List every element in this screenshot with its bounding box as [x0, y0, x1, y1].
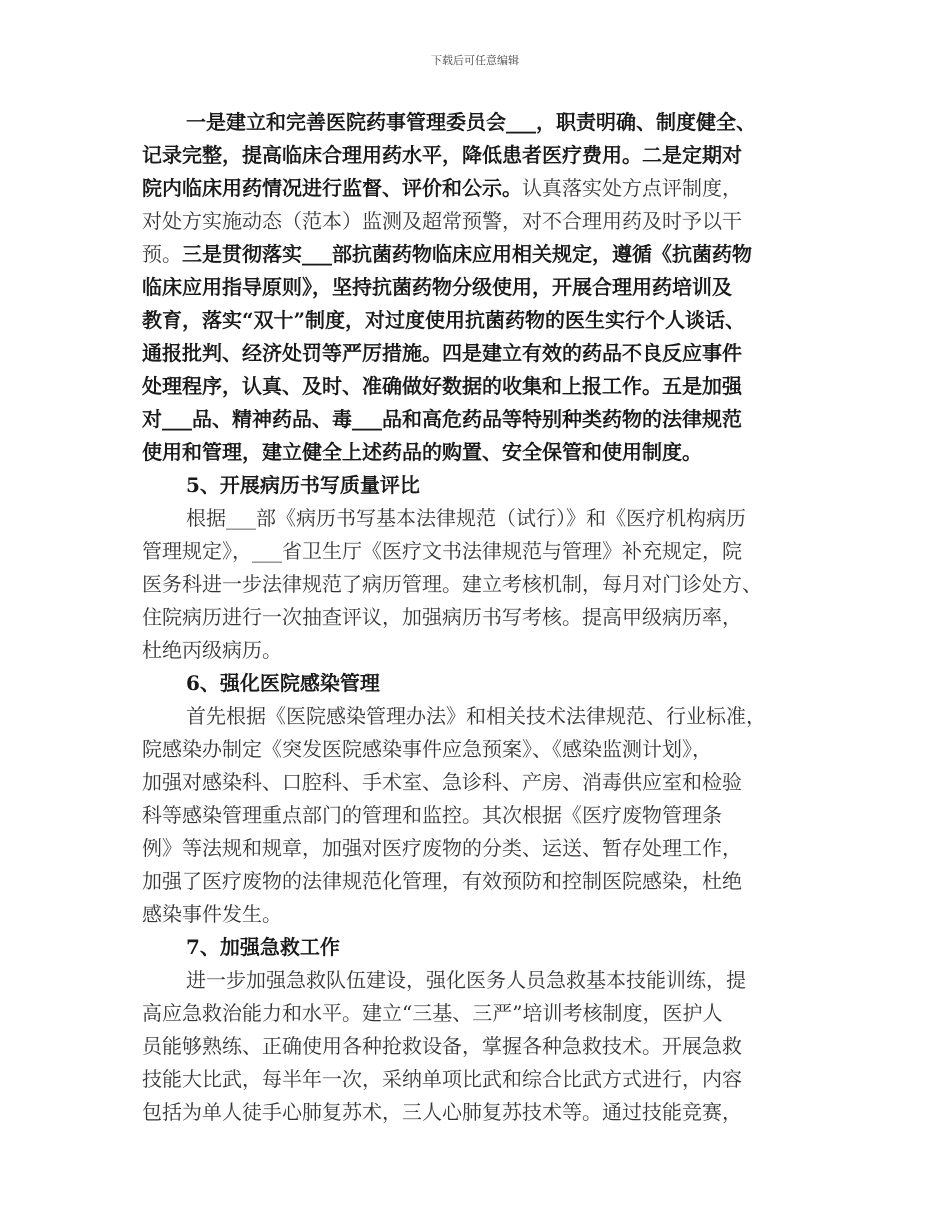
- text-line: 一是建立和完善医院药事管理委员会___，职责明确、制度健全、: [186, 110, 756, 134]
- section-emergency: [142, 931, 822, 1129]
- text-line: 感染事件发生。: [142, 902, 282, 926]
- text-line: 例》等法规和规章，加强对医疗废物的分类、运送、暂存处理工作，: [142, 836, 742, 860]
- text-line: 院感染办制定《突发医院感染事件应急预案》、《感染监测计划》，: [142, 737, 712, 761]
- section-heading: 5、开展病历书写质量评比: [186, 473, 420, 497]
- text-line: 记录完整，提高临床合理用药水平，降低患者医疗费用。二是定期对: [142, 143, 742, 167]
- text-line: 临床应用指导原则》，坚持抗菌药物分级使用，开展合理用药培训及: [142, 275, 732, 299]
- text-line: [142, 238, 822, 271]
- text-line: 对处方实施动态（范本）监测及超常预警，对不合理用药及时予以干: [142, 209, 742, 233]
- section-medical-records: [142, 469, 822, 667]
- text-line: 员能够熟练、正确使用各种抢救设备，掌握各种急救技术。开展急救: [142, 1034, 742, 1058]
- text-line: 加强对感染科、口腔科、手术室、急诊科、产房、消毒供应室和检验: [142, 770, 742, 794]
- text-span: 预。: [142, 242, 182, 266]
- text-line: 教育，落实“双十”制度，对过度使用抗菌药物的医生实行个人谈话、: [142, 308, 746, 332]
- text-span: 认真落实处方点评制度，: [522, 176, 742, 200]
- paragraph-pharmacy: [142, 106, 822, 469]
- text-span: 三是贯彻落实___部抗菌药物临床应用相关规定，遵循《抗菌药物: [182, 242, 752, 266]
- document-body: [142, 106, 822, 1129]
- text-line: [142, 172, 822, 205]
- text-line: 通报批判、经济处罚等严厉措施。四是建立有效的药品不良反应事件: [142, 341, 742, 365]
- section-infection-control: [142, 667, 822, 931]
- text-line: 住院病历进行一次抽查评议，加强病历书写考核。提高甲级病历率，: [142, 605, 742, 629]
- text-span: 院内临床用药情况进行监督、评价和公示。: [142, 176, 522, 200]
- page-header: 下载后可任意编辑: [431, 54, 519, 67]
- text-line: 首先根据《医院感染管理办法》和相关技术法律规范、行业标准，: [186, 704, 766, 728]
- text-line: 使用和管理，建立健全上述药品的购置、安全保管和使用制度。: [142, 440, 702, 464]
- text-line: 包括为单人徒手心肺复苏术，三人心肺复苏技术等。通过技能竞赛，: [142, 1100, 742, 1124]
- text-line: 科等感染管理重点部门的管理和监控。其次根据《医疗废物管理条: [142, 803, 722, 827]
- text-line: 技能大比武，每半年一次，采纳单项比武和综合比武方式进行，内容: [142, 1067, 742, 1091]
- text-line: 根据___部《病历书写基本法律规范（试行）》和《医疗机构病历: [186, 506, 746, 530]
- text-line: 处理程序，认真、及时、准确做好数据的收集和上报工作。五是加强: [142, 374, 742, 398]
- text-line: 杜绝丙级病历。: [142, 638, 282, 662]
- section-heading: 7、加强急救工作: [186, 935, 340, 959]
- text-line: 加强了医疗废物的法律规范化管理，有效预防和控制医院感染，杜绝: [142, 869, 742, 893]
- section-heading: 6、强化医院感染管理: [186, 671, 380, 695]
- text-line: 管理规定》，___省卫生厅《医疗文书法律规范与管理》补充规定，院: [142, 539, 742, 563]
- text-line: 进一步加强急救队伍建设，强化医务人员急救基本技能训练，提: [186, 968, 746, 992]
- text-line: 高应急救治能力和水平。建立“三基、三严”培训考核制度，医护人: [142, 1001, 723, 1025]
- text-line: 医务科进一步法律规范了病历管理。建立考核机制，每月对门诊处方、: [142, 572, 762, 596]
- text-line: 对___品、精神药品、毒___品和高危药品等特别种类药物的法律规范: [142, 407, 742, 431]
